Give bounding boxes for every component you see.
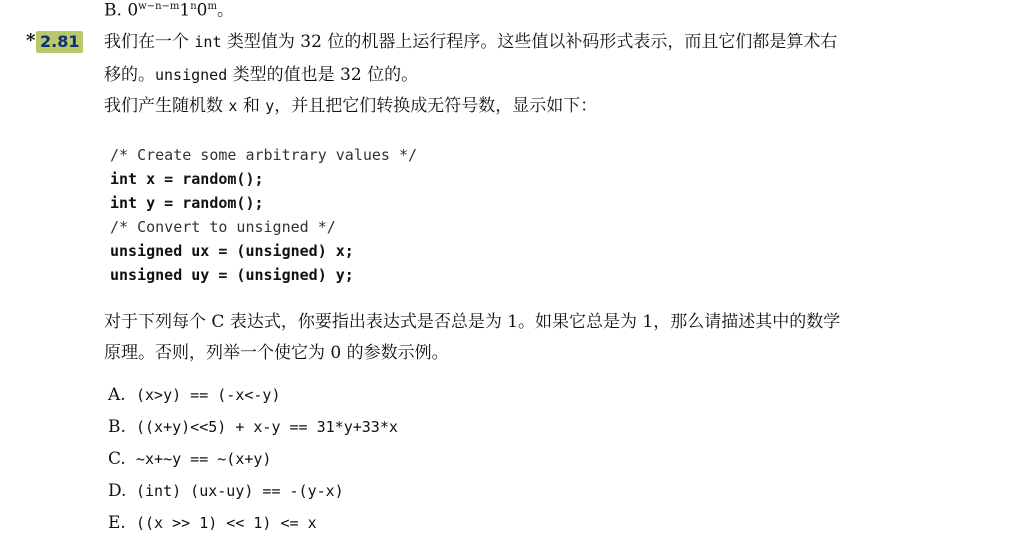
previous-option-b: B. $0^{w-n-m}1^n0^m$。: [104, 0, 234, 21]
code-comment-2: /* Convert to unsigned */: [110, 218, 336, 236]
code-line-unsigned-uy: unsigned uy = (unsigned) y;: [110, 266, 354, 284]
intro-line-1: 我们在一个 int 类型值为 32 位的机器上运行程序。这些值以补码形式表示，而且它们都是算术右: [104, 32, 838, 52]
intro-line-2: 移的。unsigned 类型的值也是 32 位的。: [104, 65, 419, 85]
code-comment-1: /* Create some arbitrary values */: [110, 146, 418, 164]
difficulty-star: *: [26, 30, 36, 51]
option-e: E. ((x >> 1) << 1) <= x: [108, 513, 317, 533]
question-line-1: 对于下列每个 C 表达式，你要指出表达式是否总是为 1。如果它总是为 1，那么请描述其中的数学: [104, 312, 841, 332]
code-line-int-y: int y = random();: [110, 194, 264, 212]
option-d: D. (int) (ux-uy) == -(y-x): [108, 481, 344, 501]
intro-line-3: 我们产生随机数 x 和 y，并且把它们转换成无符号数，显示如下：: [104, 96, 598, 116]
code-block: [110, 143, 417, 287]
option-b: B. ((x+y)<<5) + x-y == 31*y+33*x: [108, 417, 398, 437]
option-c: C. ~x+~y == ~(x+y): [108, 449, 272, 469]
code-line-unsigned-ux: unsigned ux = (unsigned) x;: [110, 242, 354, 260]
question-line-2: 原理。否则，列举一个使它为 0 的参数示例。: [104, 343, 449, 363]
problem-number-badge: 2.81: [36, 31, 83, 53]
option-a: A. (x>y) == (-x<-y): [108, 385, 281, 405]
code-line-int-x: int x = random();: [110, 170, 264, 188]
